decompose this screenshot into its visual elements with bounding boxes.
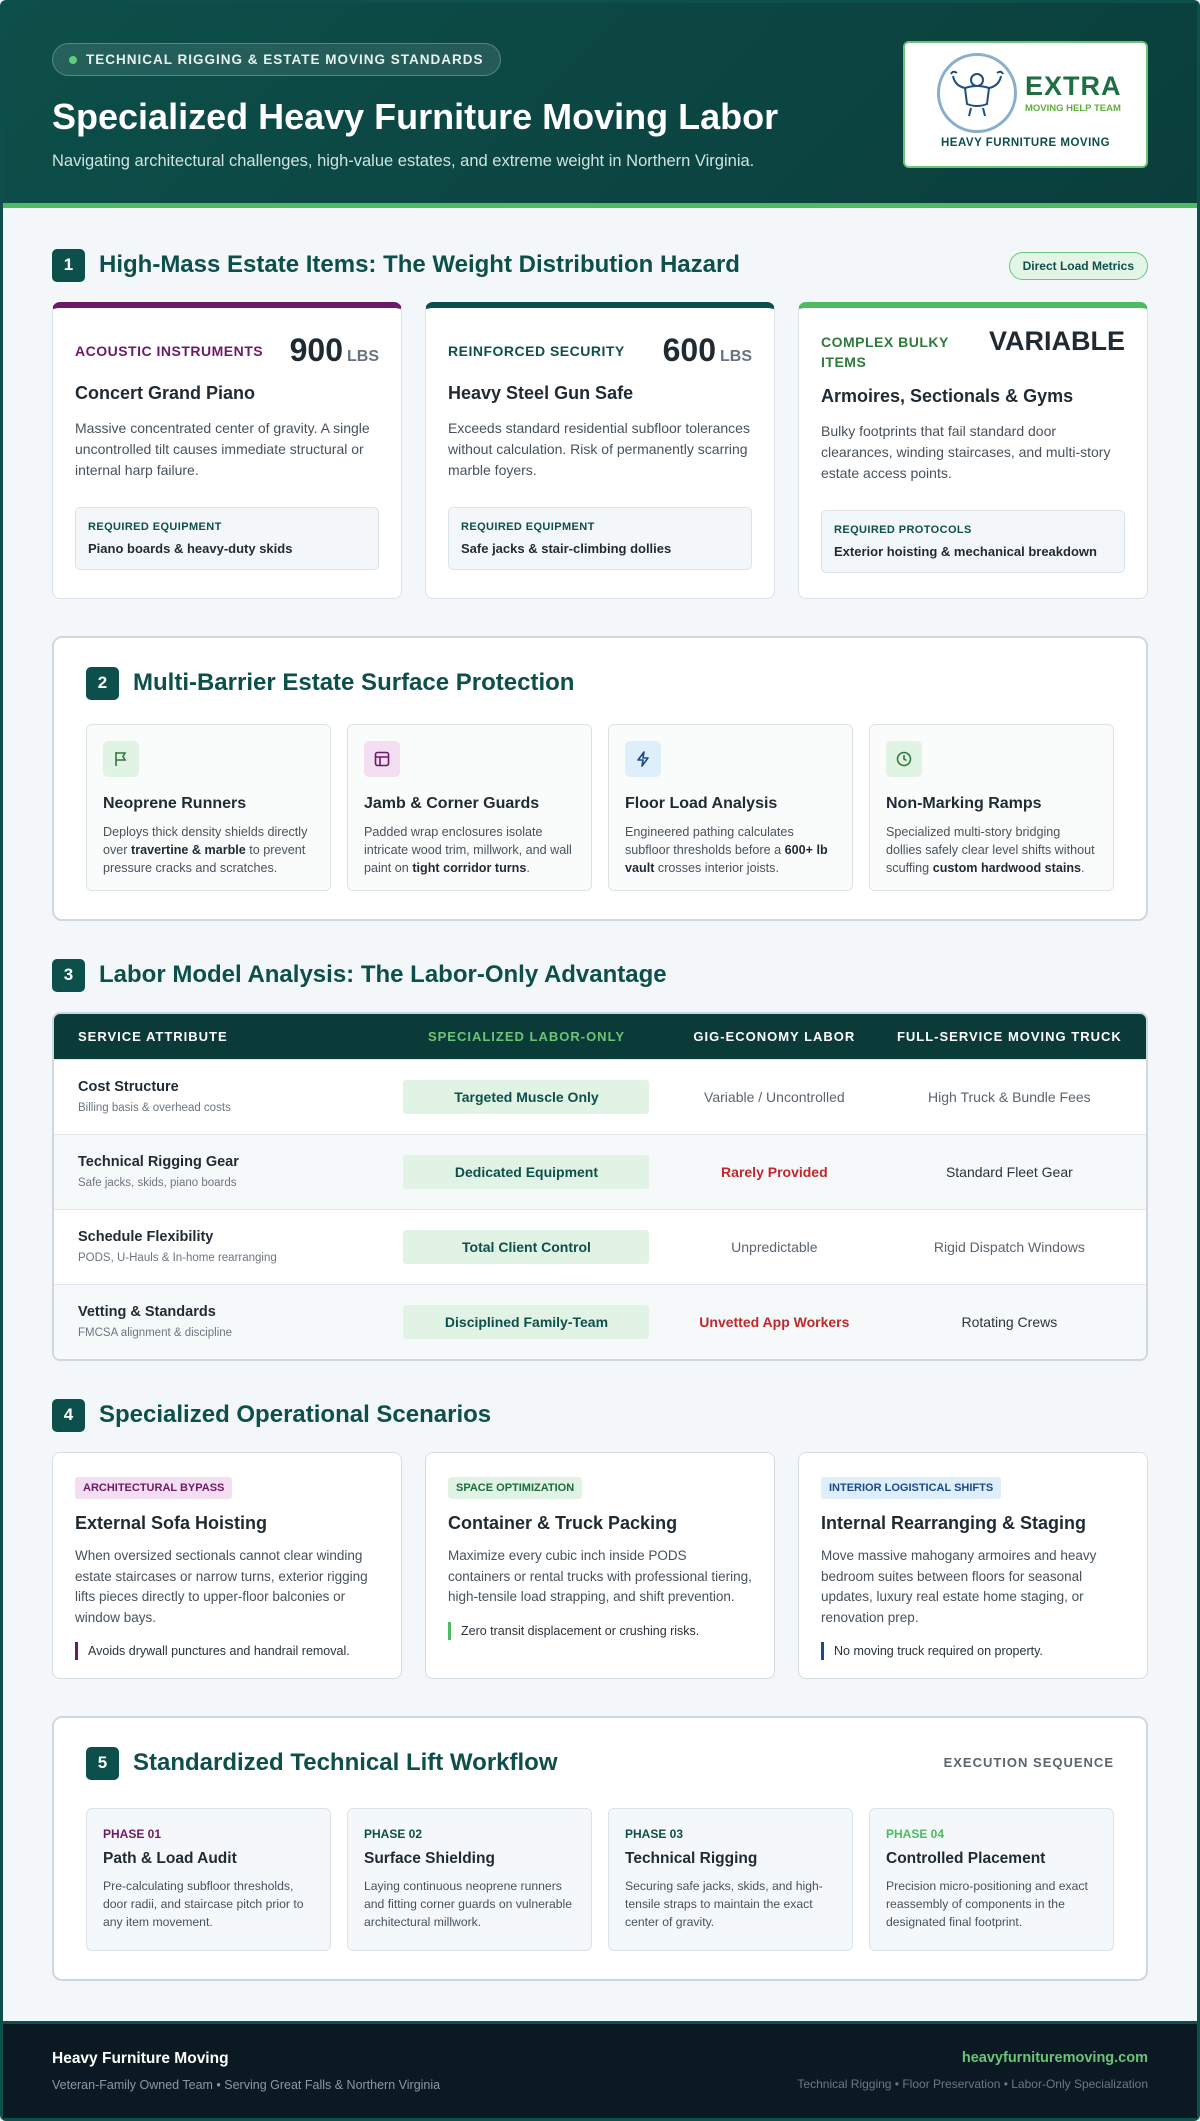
phase-card: [869, 1808, 1114, 1951]
section-title: Labor Model Analysis: The Labor-Only Advantage: [99, 961, 667, 988]
footer-website-link[interactable]: heavyfurnituremoving.com: [961, 2050, 1148, 2066]
truck-value: Rotating Crews: [873, 1284, 1146, 1359]
gig-value: Unpredictable: [676, 1209, 873, 1284]
section-number: 4: [52, 1399, 85, 1432]
table-row: [54, 1209, 1146, 1284]
required-equipment-box: [448, 507, 752, 570]
table-row: [54, 1134, 1146, 1209]
item-name: Concert Grand Piano: [75, 383, 256, 403]
item-name: Heavy Steel Gun Safe: [448, 383, 634, 403]
phase-card: [608, 1808, 853, 1951]
protection-description: Engineered pathing calculates subfloor thresholds before a 600+ lb vault crosses interior joists.: [625, 825, 828, 875]
hero-header: [3, 3, 1197, 208]
clock-icon: [886, 741, 922, 777]
truck-value: High Truck & Bundle Fees: [873, 1059, 1146, 1134]
phase-description: Precision micro-positioning and exact reassembly of components in the designated final footprint.: [886, 1879, 1088, 1929]
labor-only-value: Disciplined Family-Team: [403, 1305, 649, 1339]
weight-unit: LBS: [347, 348, 379, 365]
page-title: Specialized Heavy Furniture Moving Labor: [52, 96, 779, 137]
footer-tagline: Veteran-Family Owned Team • Serving Great Falls & Northern Virginia: [52, 2078, 441, 2092]
main-content: [3, 208, 1197, 1981]
logo-wordmark: EXTRA: [1025, 70, 1122, 101]
protection-title: Jamb & Corner Guards: [364, 795, 540, 812]
brand-logo[interactable]: [903, 41, 1148, 168]
comparison-table: [52, 1012, 1148, 1361]
protection-title: Floor Load Analysis: [625, 795, 778, 812]
item-description: Bulky footprints that fail standard door clearances, winding staircases, and multi-story estate access points.: [821, 423, 1111, 481]
scenario-note: No moving truck required on property.: [821, 1642, 1125, 1660]
attribute-name: Schedule Flexibility: [78, 1229, 214, 1245]
attribute-detail: FMCSA alignment & discipline: [78, 1327, 233, 1340]
scenario-card: [425, 1452, 775, 1679]
table-row: [54, 1284, 1146, 1359]
section-labor-model: [52, 958, 1148, 1361]
required-text: Safe jacks & stair-climbing dollies: [461, 541, 672, 556]
item-description: Exceeds standard residential subfloor tolerances without calculation. Risk of permanently scarring marble foyers.: [448, 420, 750, 478]
section-title: Multi-Barrier Estate Surface Protection: [133, 669, 575, 696]
table-row: [54, 1059, 1146, 1134]
required-label: REQUIRED EQUIPMENT: [461, 521, 595, 533]
logo-tagline: MOVING HELP TEAM: [1025, 102, 1121, 114]
scenario-description: When oversized sectionals cannot clear winding estate staircases or narrow turns, exterior rigging lifts pieces directly to upper-floor balconies or window bays.: [75, 1548, 368, 1625]
attribute-detail: PODS, U-Hauls & In-home rearranging: [78, 1252, 277, 1264]
load-metrics-badge: Direct Load Metrics: [1009, 252, 1148, 280]
scenario-description: Maximize every cubic inch inside PODS containers or rental trucks with professional tiering, high-tensile load strapping, and shift prevention.: [448, 1548, 752, 1604]
protection-card: [347, 724, 592, 891]
item-card-piano: [52, 302, 402, 599]
item-weight: 900: [289, 332, 343, 368]
gig-value: Unvetted App Workers: [676, 1284, 873, 1359]
protection-card: [86, 724, 331, 891]
labor-only-value: Total Client Control: [403, 1230, 649, 1264]
phase-number: PHASE 01: [103, 1827, 162, 1841]
phase-number: PHASE 04: [886, 1827, 945, 1841]
item-weight: VARIABLE: [988, 326, 1125, 356]
section-title: High-Mass Estate Items: The Weight Distribution Hazard: [99, 251, 740, 278]
gig-value: Rarely Provided: [676, 1134, 873, 1209]
protection-card: [869, 724, 1114, 891]
pill-label: TECHNICAL RIGGING & ESTATE MOVING STANDARDS: [86, 52, 484, 67]
scenario-card: [52, 1452, 402, 1679]
gig-value: Variable / Uncontrolled: [676, 1059, 873, 1134]
section-title: Specialized Operational Scenarios: [99, 1401, 492, 1428]
item-description: Massive concentrated center of gravity. A single uncontrolled tilt causes immediate structural or internal harp failure.: [75, 420, 370, 478]
phase-description: Laying continuous neoprene runners and fitting corner guards on vulnerable architectural millwork.: [364, 1879, 572, 1929]
scenario-note: Zero transit displacement or crushing risks.: [448, 1622, 752, 1640]
protection-description: Specialized multi-story bridging dollies safely clear level shifts without scuffing custom hardwood stains.: [886, 825, 1095, 875]
execution-sequence-label: EXECUTION SEQUENCE: [943, 1755, 1114, 1770]
phase-description: Securing safe jacks, skids, and high-tensile straps to maintain the exact center of gravity.: [625, 1879, 823, 1929]
attribute-detail: Billing basis & overhead costs: [78, 1102, 231, 1114]
layout-panel-icon: [364, 741, 400, 777]
protection-description: Deploys thick density shields directly over travertine & marble to prevent pressure cracks and scratches.: [103, 825, 308, 875]
footer-specialties: Technical Rigging • Floor Preservation • Labor-Only Specialization: [797, 2077, 1148, 2091]
lightning-icon: [625, 741, 661, 777]
phase-title: Technical Rigging: [625, 1850, 758, 1867]
protection-description: Padded wrap enclosures isolate intricate wood trim, millwork, and wall paint on tight corridor turns.: [364, 825, 572, 875]
status-dot-icon: [69, 56, 77, 64]
required-label: REQUIRED EQUIPMENT: [88, 521, 222, 533]
section-operational-scenarios: [52, 1398, 1148, 1679]
item-category: ACOUSTIC INSTRUMENTS: [75, 342, 264, 359]
attribute-name: Technical Rigging Gear: [78, 1154, 239, 1170]
section-high-mass-items: [52, 248, 1148, 599]
phase-title: Path & Load Audit: [103, 1850, 237, 1867]
protection-title: Non-Marking Ramps: [886, 795, 1042, 812]
scenario-title: Container & Truck Packing: [448, 1513, 678, 1533]
column-header: SPECIALIZED LABOR-ONLY: [427, 1028, 625, 1044]
phase-title: Surface Shielding: [364, 1850, 495, 1867]
protection-title: Neoprene Runners: [103, 795, 247, 812]
phase-title: Controlled Placement: [886, 1850, 1046, 1867]
item-card-bulky: [798, 302, 1148, 599]
attribute-detail: Safe jacks, skids, piano boards: [78, 1177, 237, 1189]
required-label: REQUIRED PROTOCOLS: [834, 524, 972, 536]
scenario-tag: SPACE OPTIMIZATION: [448, 1477, 582, 1499]
required-text: Exterior hoisting & mechanical breakdown: [834, 544, 1097, 559]
required-text: Piano boards & heavy-duty skids: [88, 541, 293, 556]
section-number: 5: [86, 1747, 119, 1780]
item-category: COMPLEX BULKY ITEMS: [821, 334, 949, 370]
section-title: Standardized Technical Lift Workflow: [133, 1749, 558, 1776]
scenario-tag: ARCHITECTURAL BYPASS: [75, 1477, 232, 1499]
section-number: 1: [52, 249, 85, 282]
phase-description: Pre-calculating subfloor thresholds, door radii, and staircase pitch prior to any item movement.: [103, 1879, 304, 1929]
item-name: Armoires, Sectionals & Gyms: [821, 386, 1074, 406]
scenario-card: [798, 1452, 1148, 1679]
item-card-gun-safe: [425, 302, 775, 599]
item-weight: 600: [662, 332, 716, 368]
section-number: 3: [52, 959, 85, 992]
phase-card: [347, 1808, 592, 1951]
logo-caption: HEAVY FURNITURE MOVING: [940, 137, 1111, 149]
protection-card: [608, 724, 853, 891]
required-protocols-box: [821, 510, 1125, 573]
phase-number: PHASE 02: [364, 1827, 423, 1841]
section-surface-protection: [52, 636, 1148, 921]
attribute-name: Vetting & Standards: [78, 1304, 216, 1321]
labor-only-value: Dedicated Equipment: [403, 1155, 649, 1189]
page-footer: [3, 2021, 1197, 2118]
labor-only-value: Targeted Muscle Only: [403, 1080, 649, 1114]
strongman-logo-icon: [937, 53, 1017, 133]
scenario-note: Avoids drywall punctures and handrail removal.: [75, 1642, 379, 1660]
flag-icon: [103, 741, 139, 777]
section-lift-workflow: [52, 1716, 1148, 1981]
column-header: SERVICE ATTRIBUTE: [78, 1028, 228, 1044]
phase-number: PHASE 03: [625, 1827, 684, 1841]
standards-pill: [52, 43, 501, 76]
scenario-tag: INTERIOR LOGISTICAL SHIFTS: [821, 1477, 1001, 1499]
item-category: REINFORCED SECURITY: [448, 342, 625, 359]
phase-card: [86, 1808, 331, 1951]
section-number: 2: [86, 667, 119, 700]
scenario-title: External Sofa Hoisting: [75, 1513, 268, 1533]
truck-value: Rigid Dispatch Windows: [873, 1209, 1146, 1284]
column-header: FULL-SERVICE MOVING TRUCK: [896, 1028, 1122, 1044]
required-equipment-box: [75, 507, 379, 570]
scenario-description: Move massive mahogany armoires and heavy bedroom suites between floors for seasonal updates, luxury real estate home staging, or renovation prep.: [821, 1548, 1097, 1625]
page-subtitle: Navigating architectural challenges, high-value estates, and extreme weight in Northern Virginia.: [52, 152, 755, 170]
footer-brand: Heavy Furniture Moving: [52, 2050, 229, 2067]
scenario-title: Internal Rearranging & Staging: [821, 1513, 1087, 1533]
column-header: GIG-ECONOMY LABOR: [693, 1028, 856, 1044]
weight-unit: LBS: [720, 348, 752, 365]
truck-value: Standard Fleet Gear: [873, 1134, 1146, 1209]
attribute-name: Cost Structure: [78, 1079, 179, 1095]
